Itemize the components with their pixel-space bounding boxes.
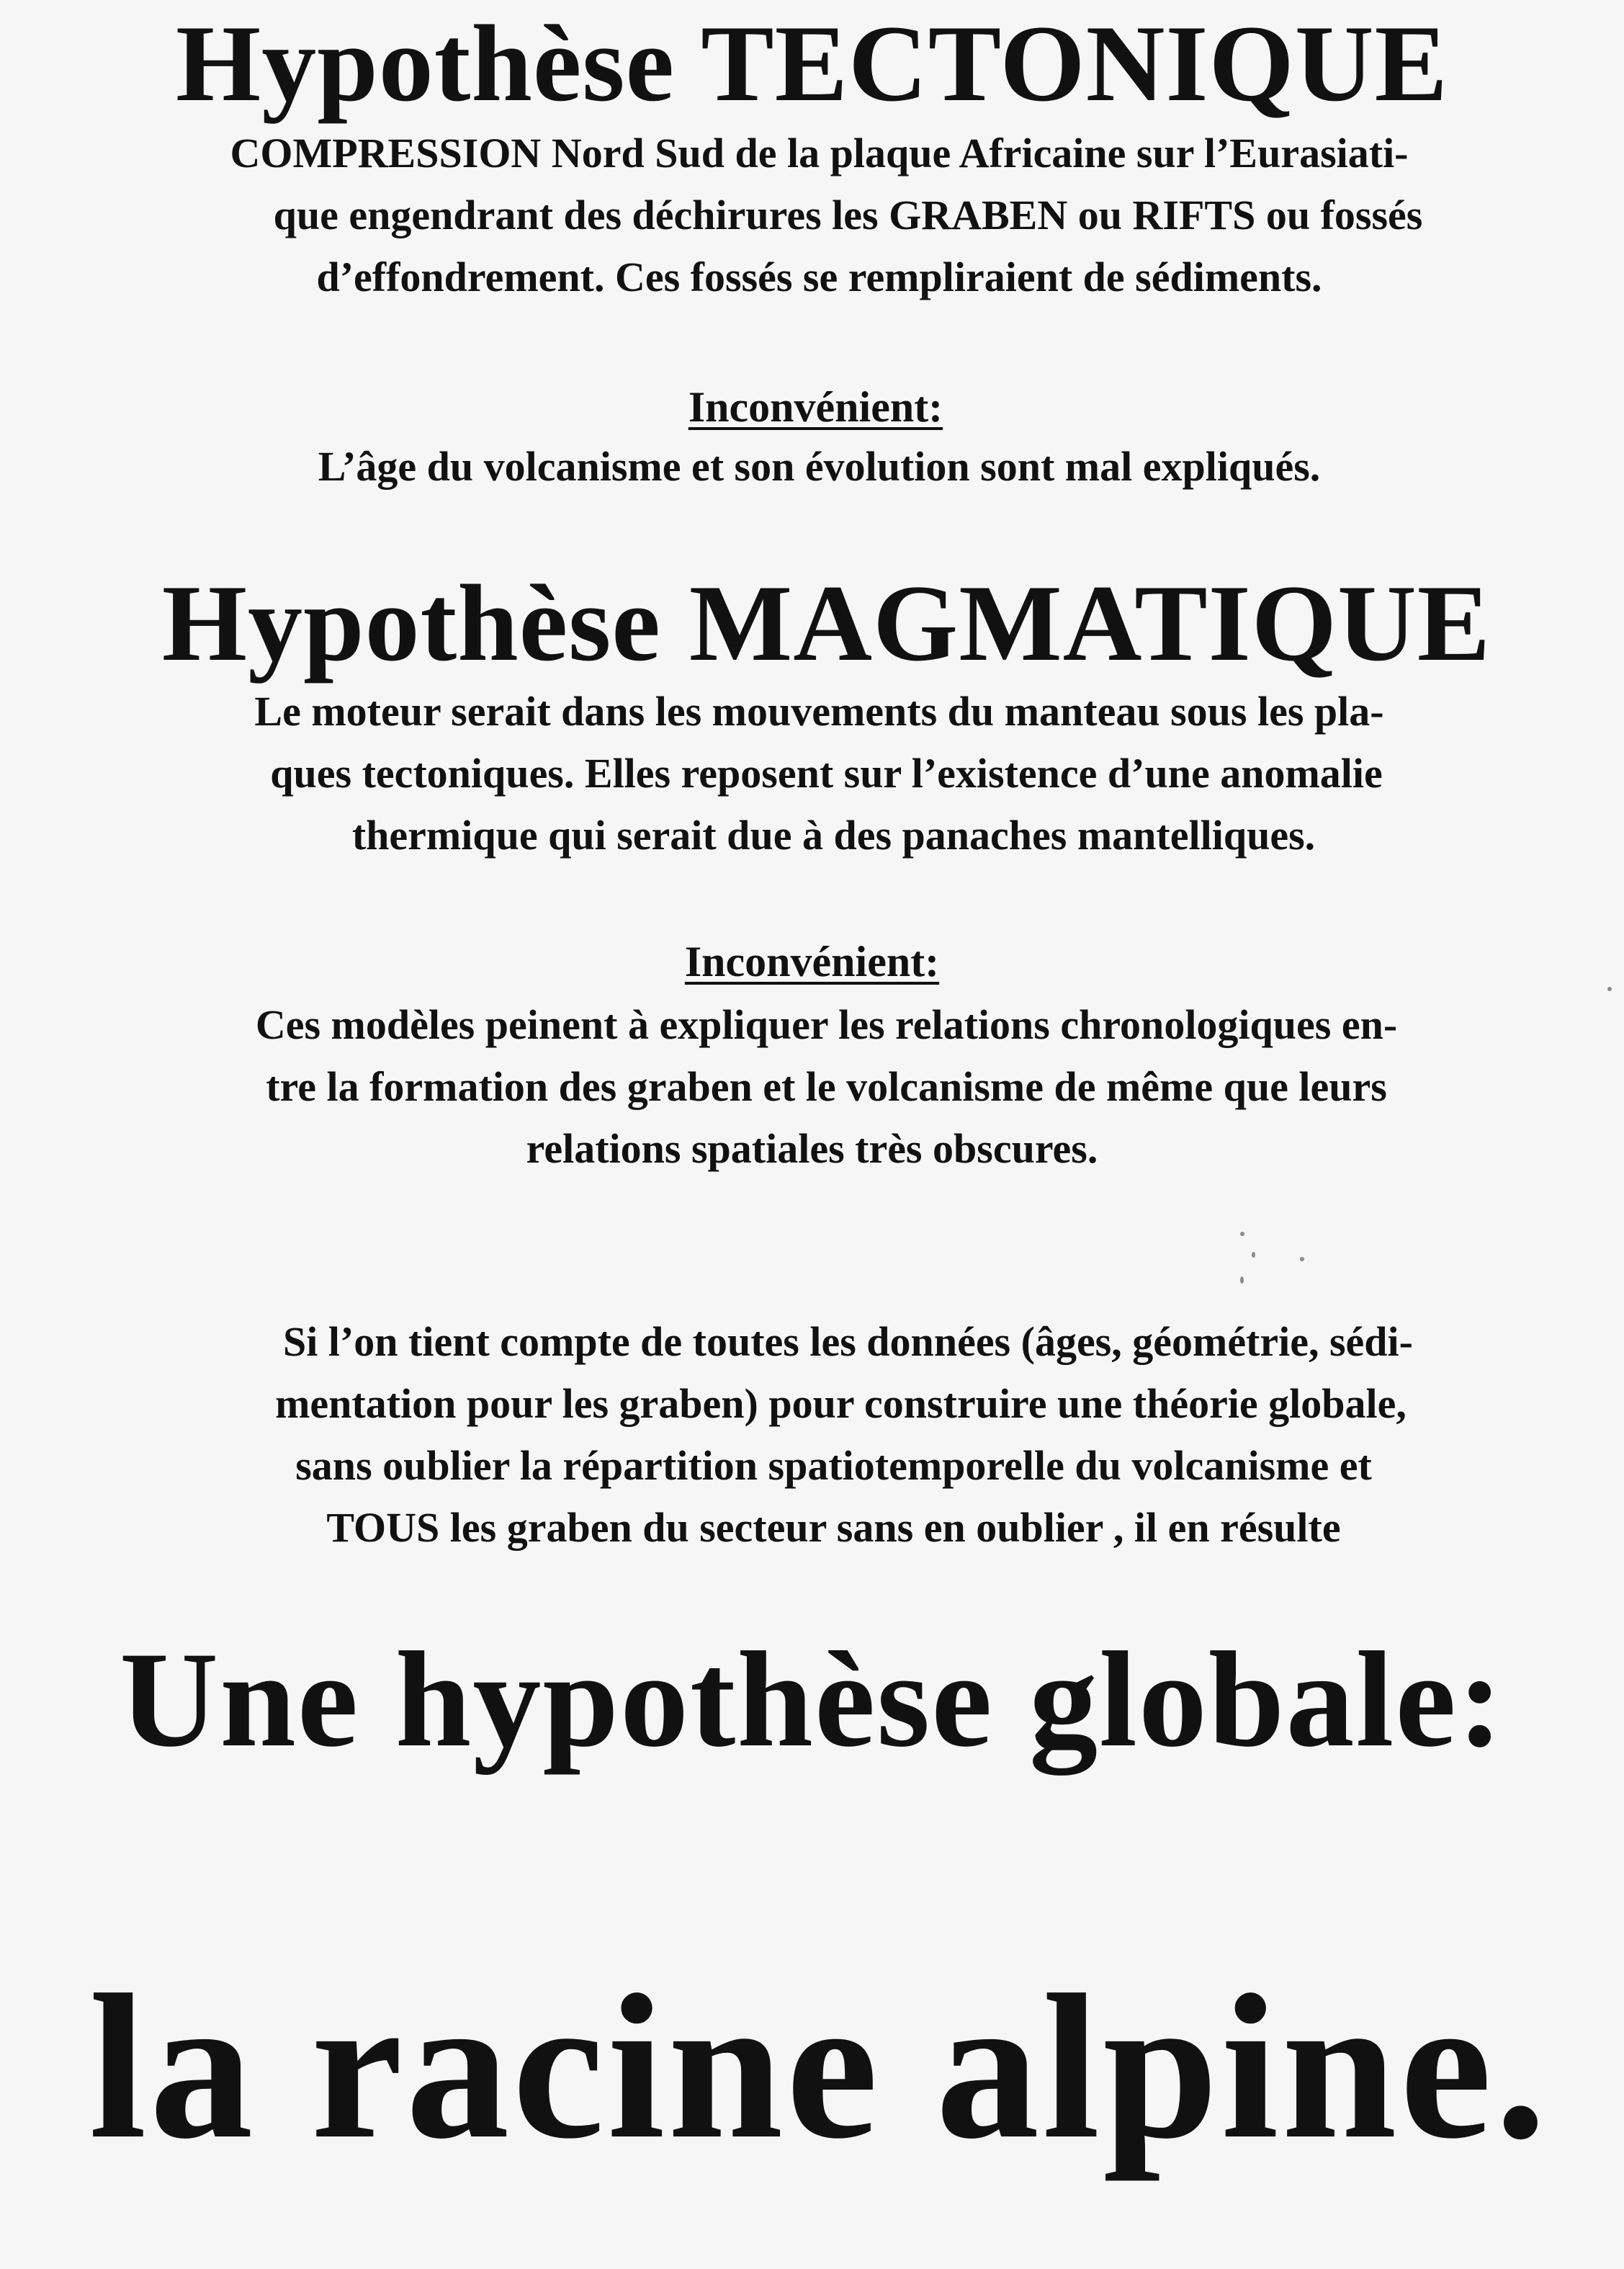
inconvenient-heading-tectonique: Inconvénient: [688,383,943,431]
paragraph-line: tre la formation des graben et le volcanisme de même que leurs [266,1063,1387,1110]
scan-speck [1252,1252,1255,1258]
paragraph-line: Si l’on tient compte de toutes les données (âges, géométrie, sédi- [283,1318,1413,1365]
scan-speck [1607,987,1612,991]
paragraph-line: thermique qui serait due à des panaches mantelliques. [351,812,1316,859]
inconvenient-text-tectonique [0,436,1624,498]
paragraph-line: d’effondrement. Ces fossés se rempliraient de sédiments. [316,254,1322,300]
paragraph-line: relations spatiales très obscures. [526,1125,1098,1172]
inconvenient-text-magmatique [0,994,1624,1180]
headline-hypothese-globale: Une hypothèse globale: [120,1624,1504,1776]
paragraph-line: ques tectoniques. Elles reposent sur l’existence d’une anomalie [270,750,1383,797]
paragraph-line: que engendrant des déchirures les GRABEN ou RIFTS ou fossés [273,192,1423,238]
scan-speck [1300,1257,1304,1261]
scan-speck [1240,1232,1244,1236]
paragraph-line: mentation pour les graben) pour construire une théorie globale, [275,1380,1407,1427]
title-tectonique: Hypothèse TECTONIQUE [176,3,1448,124]
paragraph-line: sans oublier la répartition spatiotemporelle du volcanisme et [295,1442,1372,1489]
paragraph-line: COMPRESSION Nord Sud de la plaque Africaine sur l’Eurasiati- [230,130,1409,176]
paragraph-magmatique [0,681,1624,867]
paragraph-line: TOUS les graben du secteur sans en oublier , il en résulte [326,1504,1341,1551]
paragraph-line: L’âge du volcanisme et son évolution sont mal expliqués. [318,443,1321,490]
paragraph-line: Ces modèles peinent à expliquer les relations chronologiques en- [255,1001,1398,1048]
conclusion-racine-alpine: la racine alpine. [89,1952,1550,2182]
paragraph-synthese [0,1311,1624,1559]
paragraph-line: Le moteur serait dans les mouvements du manteau sous les pla- [254,688,1384,735]
title-magmatique: Hypothèse MAGMATIQUE [161,563,1491,684]
inconvenient-heading-magmatique: Inconvénient: [684,938,940,985]
paragraph-tectonique [0,122,1624,308]
scan-speck [1240,1276,1244,1284]
